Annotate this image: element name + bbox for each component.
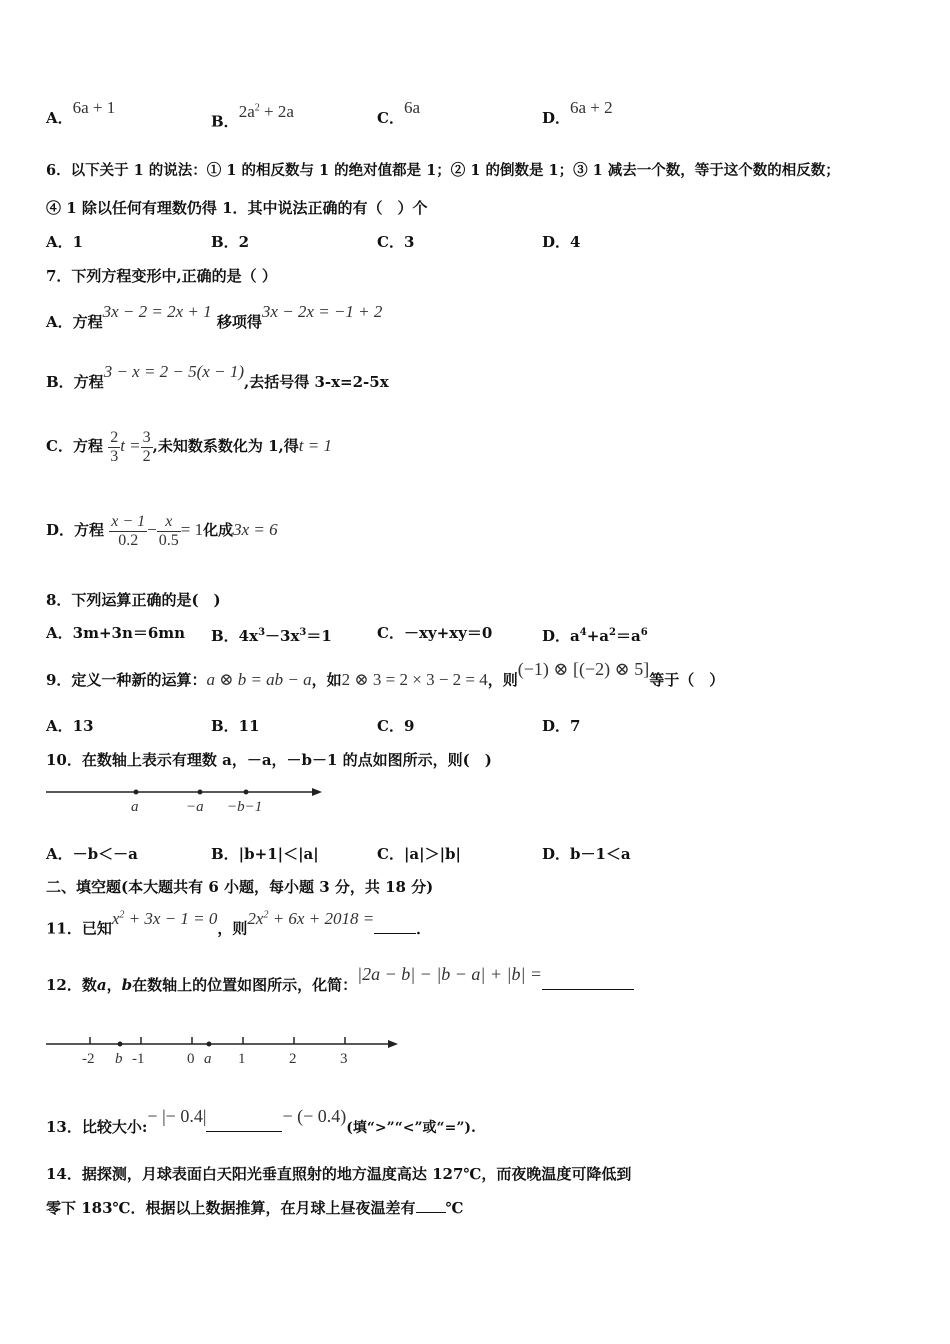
q9-stem: 9．定义一种新的运算：a ⊗ b = ab − a，如2 ⊗ 3 = 2 × 3 − 2 = 4，则(−1) ⊗ [(−2) ⊗ 5]等于（ ） bbox=[46, 659, 725, 689]
q13-stem: 13．比较大小:− |− 0.4| − (− 0.4)(填“>”“<”或“=”). bbox=[46, 1106, 476, 1136]
q10-axis-arrow-icon bbox=[312, 788, 322, 796]
q9-option-b: B．11 bbox=[211, 717, 260, 735]
q12-number-line bbox=[40, 1030, 410, 1072]
q10-number-line bbox=[40, 780, 330, 820]
q12-tick-label: -2 bbox=[82, 1051, 95, 1067]
q5-option-b: B．$2a^2 + 2a$ bbox=[211, 101, 294, 131]
q5-option-d: D．6a + 2 bbox=[542, 98, 613, 127]
q5-option-d-expr: 6a + 2 bbox=[570, 98, 613, 117]
q12-point-a bbox=[207, 1042, 212, 1047]
q12-label-a: a bbox=[204, 1051, 212, 1067]
q12-answer-blank[interactable] bbox=[542, 989, 634, 990]
q10-option-b: B．|b+1|＜|a| bbox=[211, 845, 319, 863]
q7-option-a: A．方程3x − 2 = 2x + 1 移项得3x − 2x = −1 + 2 bbox=[46, 302, 383, 331]
q10-label-a: a bbox=[131, 799, 139, 815]
q10-point-neg-b-1 bbox=[244, 790, 249, 795]
q10-option-c: C．|a|＞|b| bbox=[377, 845, 461, 863]
q7-stem: 7．下列方程变形中,正确的是（ ） bbox=[46, 267, 277, 285]
q12-point-b bbox=[118, 1042, 123, 1047]
q11-answer-blank[interactable] bbox=[374, 933, 416, 934]
q9-option-c: C．9 bbox=[377, 717, 415, 735]
q8-option-b: B．$4x^3-3x^3=1$ bbox=[211, 627, 332, 645]
q6-option-b: B．2 bbox=[211, 233, 250, 251]
q6-stem-line2: ④ 1 除以任何有理数仍得 1．其中说法正确的有（ ）个 bbox=[46, 199, 428, 217]
section2-title: 二、填空题(本大题共有 6 小题，每小题 3 分，共 18 分) bbox=[46, 878, 434, 896]
q7-option-c: C．方程 $\frac{2}{3}$ t = $\frac{3}{2}$ ,未知数系数化为 1,得t = 1 bbox=[46, 428, 332, 465]
q14-line2: 零下 183℃．根据以上数据推算，在月球上昼夜温差有 ℃ bbox=[46, 1199, 464, 1217]
q5-option-b-expr: $2a^2 + 2a$ bbox=[238, 101, 294, 121]
q10-option-a: A．－b＜－a bbox=[46, 845, 138, 863]
q9-option-a: A．13 bbox=[46, 717, 94, 735]
q10-label-neg-a: −a bbox=[186, 799, 204, 815]
q5-option-a: A．6a + 1 bbox=[46, 98, 116, 127]
q10-stem: 10．在数轴上表示有理数 a，－a，－b－1 的点如图所示，则( ) bbox=[46, 751, 492, 769]
q13-answer-blank[interactable] bbox=[206, 1131, 282, 1132]
q12-tick-label: 2 bbox=[289, 1051, 297, 1067]
q9-option-d: D．7 bbox=[542, 717, 581, 735]
q5-option-c-expr: 6a bbox=[403, 98, 420, 117]
q10-option-d: D．b－1＜a bbox=[542, 845, 631, 863]
q8-option-a: A．3m+3n＝6mn bbox=[46, 624, 186, 642]
q5-option-c: C．6a bbox=[377, 98, 420, 127]
q11-stem: 11．已知$x^2 + 3x - 1 = 0$，则$2x^2 + 6x + 2018$ =． bbox=[46, 908, 432, 938]
q12-tick-label: 0 bbox=[187, 1051, 195, 1067]
q5-option-a-expr: 6a + 1 bbox=[72, 98, 116, 117]
q10-point-neg-a bbox=[198, 790, 203, 795]
q12-stem: 12．数a，b在数轴上的位置如图所示，化简：|2a − b| − |b − a| + |b| = bbox=[46, 974, 634, 995]
q10-point-a bbox=[134, 790, 139, 795]
q14-line1: 14．据探测，月球表面白天阳光垂直照射的地方温度高达 127℃，而夜晚温度可降低到 bbox=[46, 1165, 632, 1183]
q14-answer-blank[interactable] bbox=[416, 1212, 446, 1213]
q8-option-d: D．$a^4+a^2=a^6$ bbox=[542, 627, 648, 645]
q12-tick-label: 3 bbox=[340, 1051, 348, 1067]
q12-label-b: b bbox=[115, 1051, 123, 1067]
q7-option-d: D．方程 $\frac{x - 1}{0.2}$ − $\frac{x}{0.5}$ = 1化成3x = 6 bbox=[46, 512, 278, 549]
q6-stem-line1: 6．以下关于 1 的说法：① 1 的相反数与 1 的绝对值都是 1；② 1 的倒数是 1；③ 1 减去一个数，等于这个数的相反数； bbox=[46, 162, 840, 179]
q12-tick-label: -1 bbox=[132, 1051, 145, 1067]
q10-label-neg-b-1: −b−1 bbox=[227, 799, 263, 815]
q6-option-a: A．1 bbox=[46, 233, 84, 251]
q6-option-d: D．4 bbox=[542, 233, 581, 251]
q6-option-c: C．3 bbox=[377, 233, 415, 251]
q12-tick-label: 1 bbox=[238, 1051, 246, 1067]
q12-axis-arrow-icon bbox=[388, 1040, 398, 1048]
q8-stem: 8．下列运算正确的是( ) bbox=[46, 591, 221, 609]
q7-option-b: B．方程3 − x = 2 − 5(x − 1),去括号得 3-x=2-5x bbox=[46, 362, 389, 391]
q8-option-c: C．－xy+xy＝0 bbox=[377, 624, 493, 642]
